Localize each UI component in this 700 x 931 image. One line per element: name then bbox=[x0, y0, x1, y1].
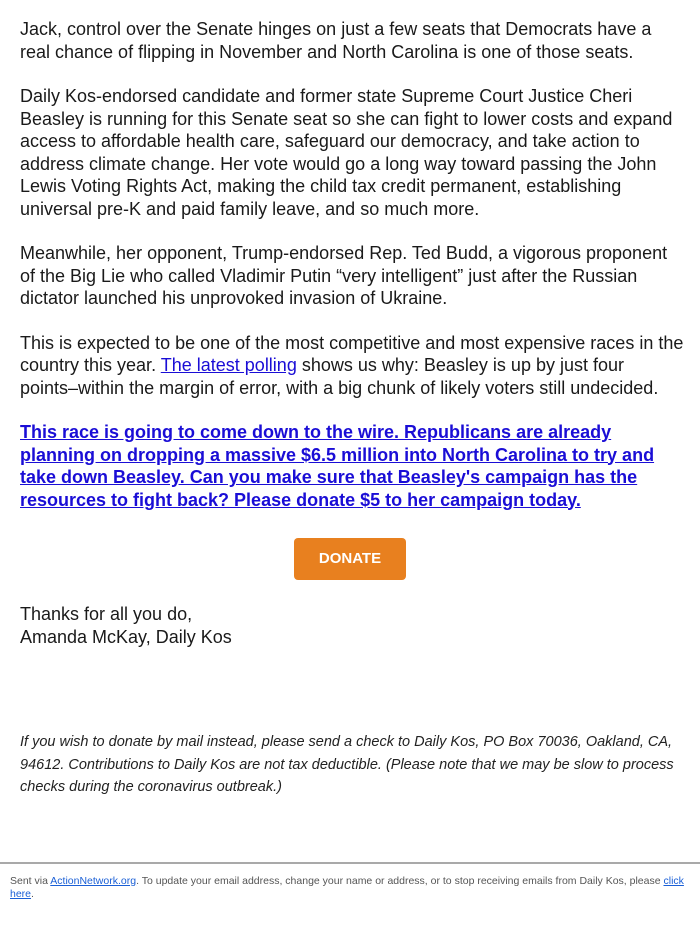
donate-cta-link[interactable]: This race is going to come down to the wire. Republicans are already planning on dropping a massive $6.5 million into North Carolina to try and take down Beasley. Can you make sure that Beasley's campaign has the resources to fight back? Please donate $5 to her campaign today. bbox=[20, 422, 655, 510]
donate-button-row bbox=[0, 538, 700, 580]
polling-text-after: shows us why: Beasley is up by just four points–within the margin of error, with a big chunk of likely voters still undecided. bbox=[20, 355, 659, 398]
signoff bbox=[20, 603, 232, 648]
unsubscribe-click-here-link[interactable]: click here bbox=[10, 875, 684, 900]
opponent-paragraph: Meanwhile, her opponent, Trump-endorsed Rep. Ted Budd, a vigorous proponent of the Big Lie who called Vladimir Putin “very intelligent” just after the Russian dictator launched his unprovoked invasion of Ukraine. bbox=[20, 243, 668, 308]
email-footer bbox=[10, 875, 690, 901]
donate-button[interactable]: DONATE bbox=[294, 538, 406, 580]
polling-text-before: This is expected to be one of the most competitive and most expensive races in the country this year. bbox=[20, 332, 684, 375]
donate-by-mail-note: If you wish to donate by mail instead, please send a check to Daily Kos, PO Box 70036, Oakland, CA, 94612. Contributions to Daily Kos are not tax deductible. (Please note that we may be slow to process checks during the coronavirus outbreak.) bbox=[20, 734, 674, 795]
signoff-signature: Amanda McKay, Daily Kos bbox=[20, 626, 232, 647]
intro-paragraph: Jack, control over the Senate hinges on just a few seats that Democrats have a real chance of flipping in November and North Carolina is one of those seats. bbox=[20, 19, 652, 62]
footer-sent-via: Sent via bbox=[10, 875, 51, 887]
polling-paragraph bbox=[20, 332, 685, 400]
cta-paragraph bbox=[20, 421, 685, 511]
footer-end: . bbox=[31, 888, 34, 900]
latest-polling-link[interactable]: The latest polling bbox=[160, 355, 297, 375]
signoff-thanks: Thanks for all you do, bbox=[20, 604, 193, 624]
candidate-paragraph: Daily Kos-endorsed candidate and former state Supreme Court Justice Cheri Beasley is running for this Senate seat so she can fight to lower costs and expand access to affordable health care, safeguard our democracy, and take action to address climate change. Her vote would go a long way toward passing the John Lewis Voting Rights Act, making the child tax credit permanent, establishing universal pre-K and paid family leave, and so much more. bbox=[20, 86, 673, 219]
footer-middle-text: . To update your email address, change your name or address, or to stop receiving emails from Daily Kos, please bbox=[136, 875, 664, 887]
actionnetwork-link[interactable]: ActionNetwork.org bbox=[50, 875, 137, 887]
email-body bbox=[20, 18, 685, 511]
footer-divider bbox=[0, 862, 700, 864]
